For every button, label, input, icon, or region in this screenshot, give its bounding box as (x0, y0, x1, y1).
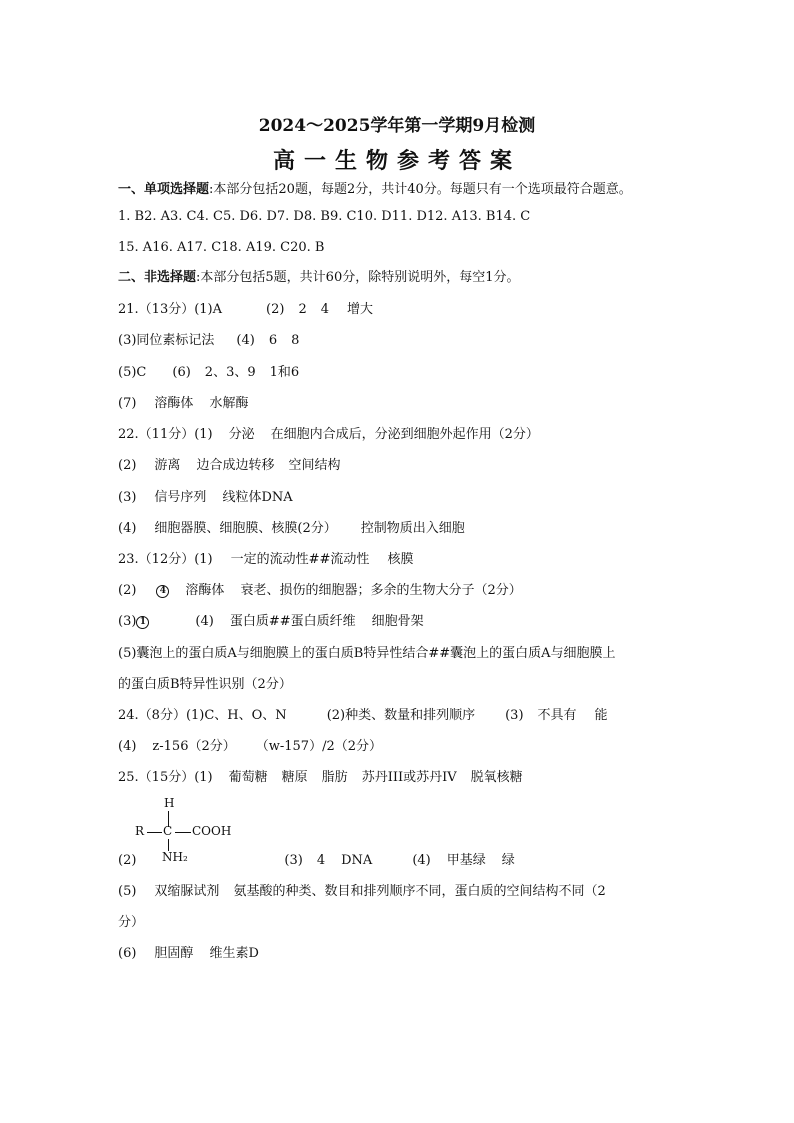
q21-line2: (3)同位素标记法 (4) 6 8 (118, 333, 300, 348)
exam-title: 2024～2025学年第一学期9月检测 (258, 116, 536, 136)
q23-line4: (5)囊泡上的蛋白质A与细胞膜上的蛋白质B特异性结合##囊泡上的蛋白质A与细胞膜上 (118, 646, 616, 661)
q25-line1: 25.（15分）(1) 葡萄糖 糖原 脂肪 苏丹III或苏丹IV 脱氧核糖 (118, 770, 523, 785)
q25-line2: (2) (3) 4 DNA (4) 甲基绿 绿 (118, 853, 515, 868)
q22-line1: 22.（11分）(1) 分泌 在细胞内合成后，分泌到细胞外起作用（2分） (118, 427, 539, 442)
q22-line4: (4) 细胞器膜、细胞膜、核膜(2分） 控制物质出入细胞 (118, 521, 465, 536)
formula-c: C (163, 824, 173, 838)
formula-nh2: NH₂ (162, 850, 188, 864)
circled-number-1: 1 (136, 616, 149, 629)
q25-line5: (6) 胆固醇 维生素D (118, 946, 259, 961)
section1-heading: 一、单项选择题:本部分包括20题，每题2分，共计40分。每题只有一个选项最符合题意。 (118, 182, 632, 197)
formula-r: R (135, 824, 145, 838)
formula-cooh: COOH (192, 824, 232, 838)
q23-line1: 23.（12分）(1) 一定的流动性##流动性 核膜 (118, 552, 414, 567)
q23-line3: (3) 1 (4) 蛋白质##蛋白质纤维 细胞骨架 (118, 614, 424, 629)
q24-line2: (4) z-156（2分） （w-157）/2（2分） (118, 739, 383, 754)
q21-line4: (7) 溶酶体 水解酶 (118, 396, 249, 411)
q22-line3: (3) 信号序列 线粒体DNA (118, 490, 293, 505)
q21-line1: 21.（13分）(1)A (2) 2 4 增大 (118, 302, 374, 317)
q24-line1: 24.（8分）(1)C、H、O、N (2)种类、数量和排列顺序 (3) 不具有 能 (118, 708, 608, 723)
q23-line2: (2) 4 溶酶体 衰老、损伤的细胞器；多余的生物大分子（2分） (118, 583, 522, 598)
circled-number-4: 4 (156, 585, 169, 598)
q21-line3: (5)C (6) 2、3、9 1和6 (118, 365, 300, 380)
q25-line3: (5) 双缩脲试剂 氨基酸的种类、数目和排列顺序不同，蛋白质的空间结构不同（2 (118, 884, 606, 899)
q22-line2: (2) 游离 边合成边转移 空间结构 (118, 458, 341, 473)
mc-answers-line1: 1. B2. A3. C4. C5. D6. D7. D8. B9. C10. D11. D12. A13. B14. C (118, 209, 531, 224)
answer-title: 高一生物参考答案 (272, 148, 521, 174)
q25-line4: 分） (118, 915, 145, 930)
q23-line5: 的蛋白质B特异性识别（2分） (118, 677, 292, 692)
section2-heading: 二、非选择题:本部分包括5题，共计60分，除特别说明外，每空1分。 (118, 270, 520, 285)
mc-answers-line2: 15. A16. A17. C18. A19. C20. B (118, 240, 325, 255)
formula-h: H (164, 796, 175, 810)
